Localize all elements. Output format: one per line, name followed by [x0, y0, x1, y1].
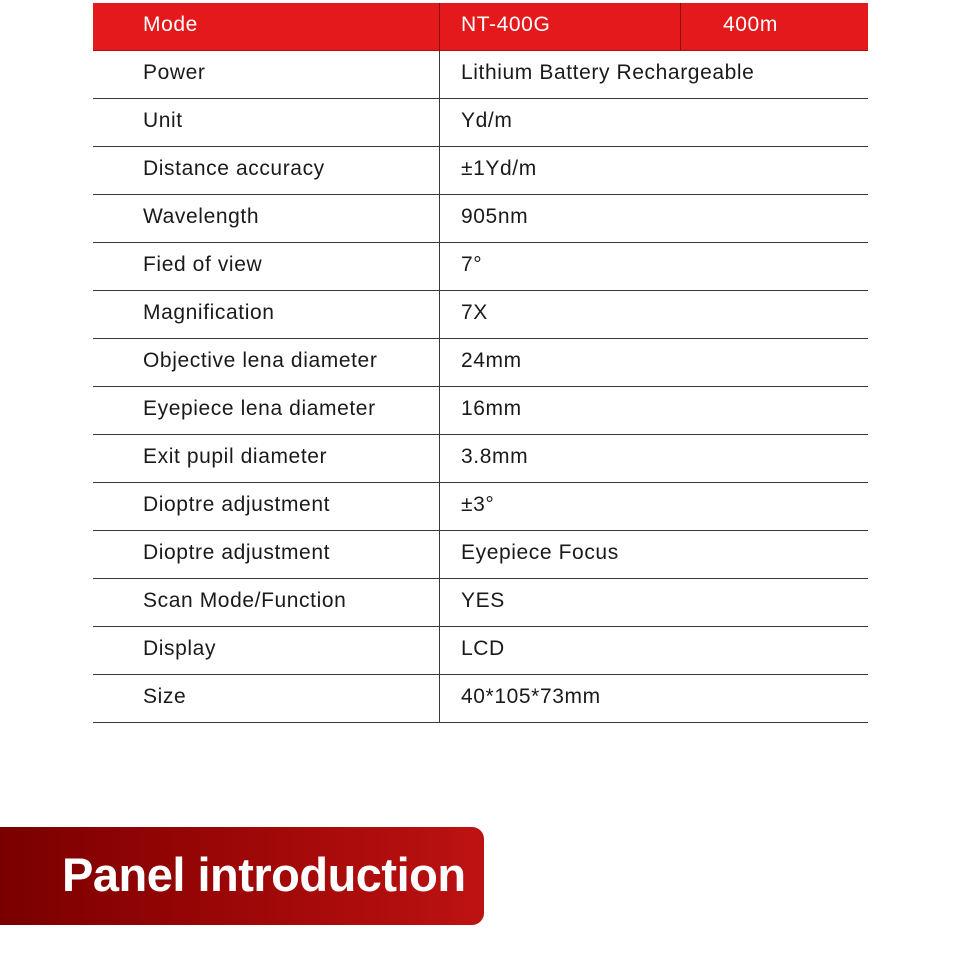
- table-row: [93, 531, 868, 579]
- spec-label: Objective lena diameter: [143, 349, 378, 372]
- section-title: Panel introduction: [62, 848, 466, 901]
- spec-label: Distance accuracy: [143, 157, 325, 180]
- header-range: 400m: [723, 13, 778, 36]
- column-divider: [439, 675, 440, 723]
- spec-value: 16mm: [461, 397, 522, 420]
- table-row: [93, 147, 868, 195]
- table-row: [93, 675, 868, 723]
- spec-value: Yd/m: [461, 109, 513, 132]
- table-row: [93, 51, 868, 99]
- column-divider: [439, 483, 440, 531]
- column-divider: [439, 435, 440, 483]
- table-row: [93, 339, 868, 387]
- section-banner: [0, 827, 484, 925]
- column-divider: [439, 531, 440, 579]
- column-divider: [439, 3, 440, 51]
- spec-value: 3.8mm: [461, 445, 529, 468]
- spec-value: YES: [461, 589, 505, 612]
- spec-value: 7X: [461, 301, 488, 324]
- spec-value: 7°: [461, 253, 483, 276]
- spec-label: Dioptre adjustment: [143, 493, 331, 516]
- table-row: [93, 627, 868, 675]
- table-row: [93, 483, 868, 531]
- spec-table: [93, 3, 868, 723]
- table-row: [93, 291, 868, 339]
- spec-label: Eyepiece lena diameter: [143, 397, 376, 420]
- spec-label: Unit: [143, 109, 183, 132]
- table-header-row: [93, 3, 868, 51]
- column-divider: [439, 387, 440, 435]
- column-divider: [439, 627, 440, 675]
- header-mode-label: Mode: [143, 13, 198, 36]
- spec-label: Exit pupil diameter: [143, 445, 328, 468]
- spec-label: Size: [143, 685, 187, 708]
- spec-label: Fied of view: [143, 253, 263, 276]
- spec-label: Wavelength: [143, 205, 260, 228]
- spec-value: 40*105*73mm: [461, 685, 601, 708]
- column-divider: [439, 339, 440, 387]
- spec-value: ±1Yd/m: [461, 157, 537, 180]
- spec-value: 905nm: [461, 205, 529, 228]
- column-divider: [439, 243, 440, 291]
- spec-value: Eyepiece Focus: [461, 541, 619, 564]
- header-model: NT-400G: [461, 13, 551, 36]
- spec-value: ±3°: [461, 493, 495, 516]
- spec-label: Scan Mode/Function: [143, 589, 347, 612]
- spec-value: LCD: [461, 637, 505, 660]
- column-divider: [439, 51, 440, 99]
- spec-label: Dioptre adjustment: [143, 541, 331, 564]
- column-divider: [439, 147, 440, 195]
- column-divider: [439, 579, 440, 627]
- table-row: [93, 99, 868, 147]
- column-divider: [439, 99, 440, 147]
- spec-label: Magnification: [143, 301, 275, 324]
- table-row: [93, 195, 868, 243]
- spec-label: Power: [143, 61, 206, 84]
- spec-value: Lithium Battery Rechargeable: [461, 61, 755, 84]
- table-row: [93, 579, 868, 627]
- column-divider: [680, 3, 681, 50]
- spec-label: Display: [143, 637, 217, 660]
- table-row: [93, 435, 868, 483]
- column-divider: [439, 291, 440, 339]
- table-row: [93, 243, 868, 291]
- table-row: [93, 387, 868, 435]
- column-divider: [439, 195, 440, 243]
- spec-value: 24mm: [461, 349, 522, 372]
